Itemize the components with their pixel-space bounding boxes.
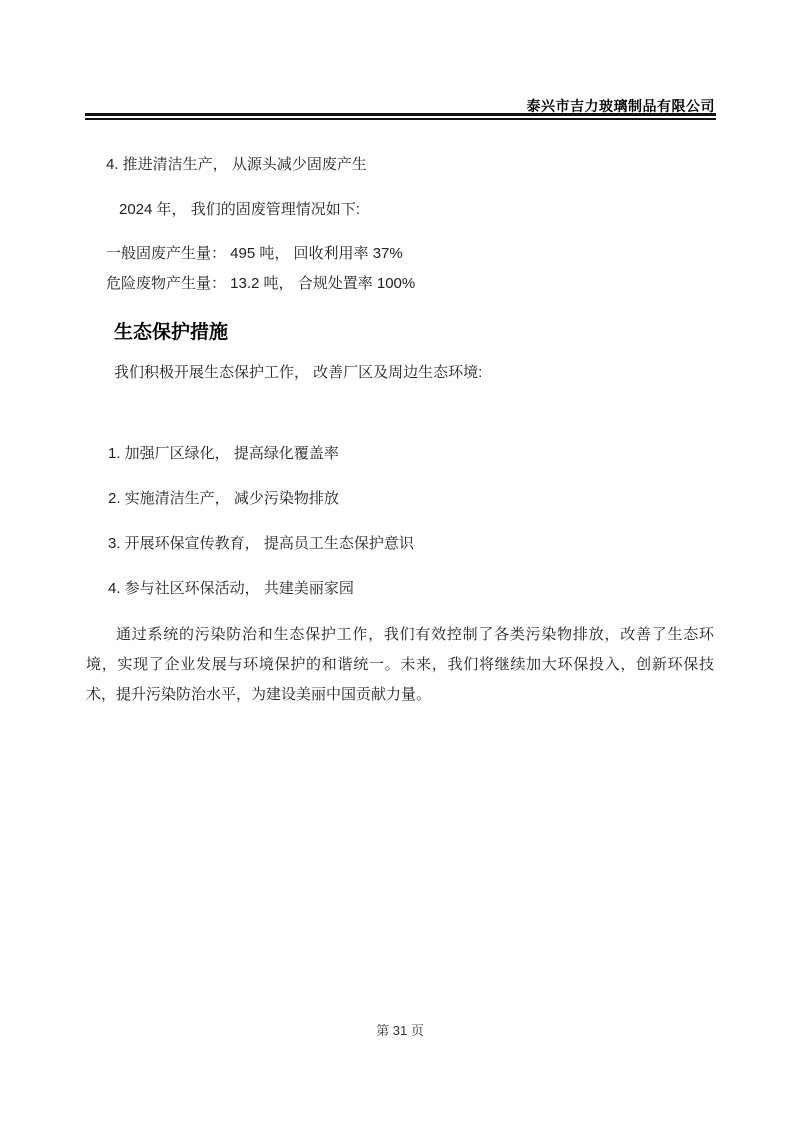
closing-paragraph: 通过系统的污染防治和生态保护工作，我们有效控制了各类污染物排放，改善了生态环境，实现了企业发展与环境保护的和谐统一。未来，我们将继续加大环保投入，创新环保技术，提升污染防治水平，为建设美丽中国贡献力量。 — [86, 626, 714, 703]
eco-list-item-clean-production: 2. 实施清洁生产， 减少污染物排放 — [108, 490, 339, 507]
section-heading-eco-protection: 生态保护措施 — [114, 322, 229, 343]
waste-management-intro: 2024 年， 我们的固废管理情况如下: — [119, 201, 360, 218]
eco-list-item-greening: 1. 加强厂区绿化， 提高绿化覆盖率 — [108, 445, 339, 462]
stat-general-waste: 一般固废产生量： 495 吨， 回收利用率 37% — [106, 245, 403, 262]
page-number: 第 31 页 — [376, 1023, 424, 1038]
stat-hazardous-waste: 危险废物产生量： 13.2 吨， 合规处置率 100% — [106, 275, 416, 292]
header-company-name: 泰兴市吉力玻璃制品有限公司 — [526, 98, 715, 114]
header-divider-rule — [85, 113, 716, 120]
eco-list-item-education: 3. 开展环保宣传教育， 提高员工生态保护意识 — [108, 535, 414, 552]
list-item-clean-production: 4. 推进清洁生产， 从源头减少固废产生 — [106, 156, 367, 173]
eco-list-item-community: 4. 参与社区环保活动， 共建美丽家园 — [108, 580, 354, 597]
eco-protection-intro: 我们积极开展生态保护工作， 改善厂区及周边生态环境: — [114, 364, 483, 381]
